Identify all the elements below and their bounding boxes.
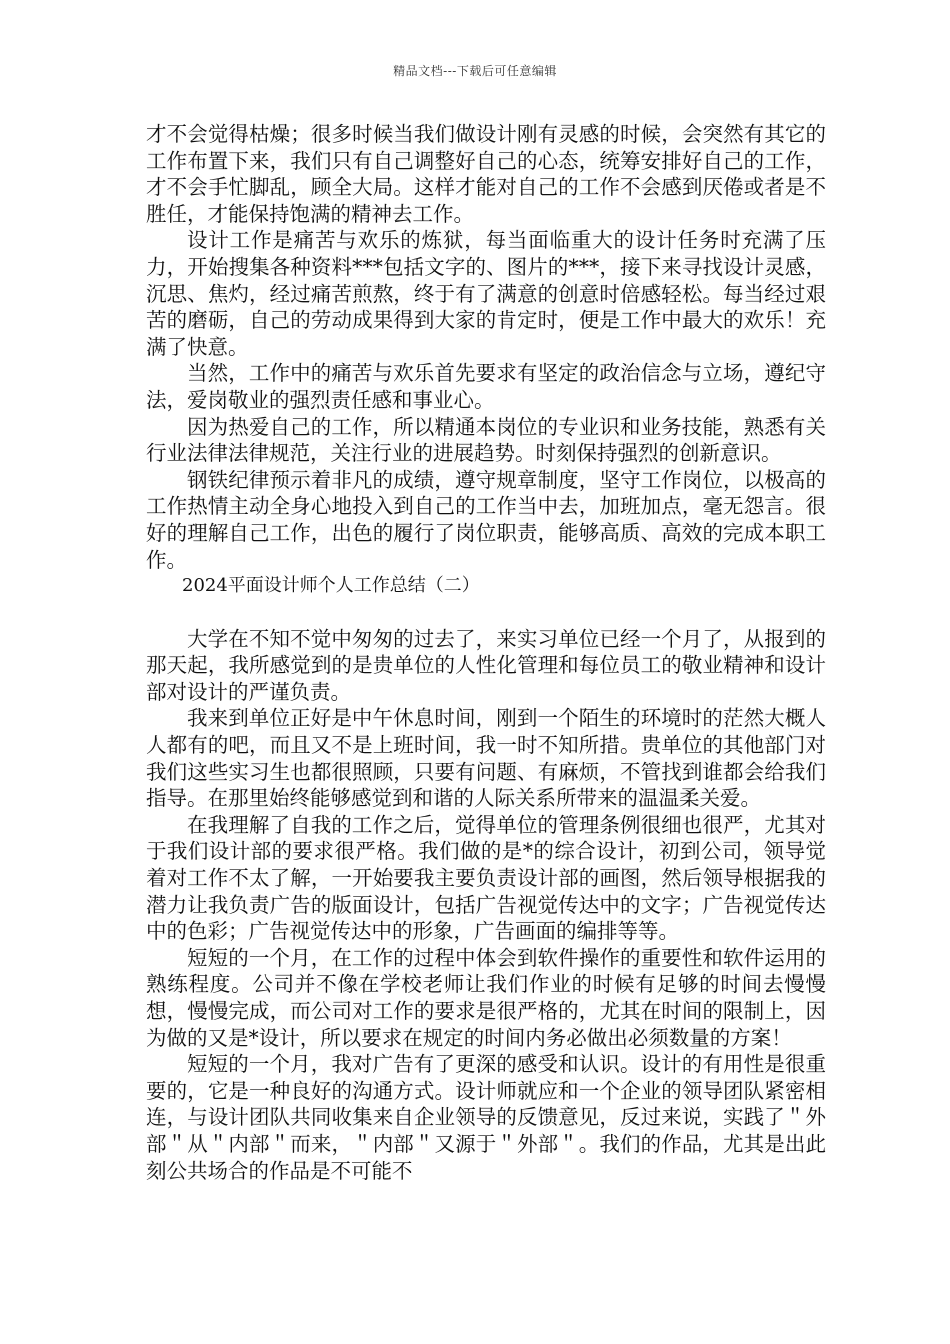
paragraph: 钢铁纪律预示着非凡的成绩，遵守规章制度，坚守工作岗位，以极高的工作热情主动全身心地投入到自己的工作当中去，加班加点，毫无怨言。很好的理解自己工作，出色的履行了岗位职责，能够高质、高效的完成本职工作。: [146, 467, 826, 572]
page-header: 精品文档---下载后可任意编辑: [393, 64, 557, 78]
paragraph: 大学在不知不觉中匆匆的过去了，来实习单位已经一个月了，从报到的那天起，我所感觉到的是贵单位的人性化管理和每位员工的敬业精神和设计部对设计的严谨负责。: [146, 626, 826, 704]
paragraph: 在我理解了自我的工作之后，觉得单位的管理条例很细也很严，尤其对于我们设计部的要求很严格。我们做的是*的综合设计，初到公司，领导觉着对工作不太了解，一开始要我主要负责设计部的画图，然后领导根据我的潜力让我负责广告的版面设计，包括广告视觉传达中的文字；广告视觉传达中的色彩；广告视觉传达中的形象，广告画面的编排等等。: [146, 812, 826, 944]
paragraph-continuation: 才不会觉得枯燥；很多时候当我们做设计刚有灵感的时候，会突然有其它的工作布置下来，我们只有自己调整好自己的心态，统筹安排好自己的工作，才不会手忙脚乱，顾全大局。这样才能对自己的工作不会感到厌倦或者是不胜任，才能保持饱满的精神去工作。: [146, 122, 826, 226]
section-title: 2024平面设计师个人工作总结（二）: [182, 575, 480, 597]
blank-line: [146, 600, 826, 626]
paragraph: 当然，工作中的痛苦与欢乐首先要求有坚定的政治信念与立场，遵纪守法，爱岗敬业的强烈责任感和事业心。: [146, 361, 826, 412]
paragraph: 短短的一个月，我对广告有了更深的感受和认识。设计的有用性是很重要的，它是一种良好的沟通方式。设计师就应和一个企业的领导团队紧密相连，与设计团队共同收集来自企业领导的反馈意见，反过来说，实践了＂外部＂从＂内部＂而来，＂内部＂又源于＂外部＂。我们的作品，尤其是出此刻公共场合的作品是不可能不: [146, 1052, 826, 1183]
paragraph: 设计工作是痛苦与欢乐的炼狱，每当面临重大的设计任务时充满了压力，开始搜集各种资料***包括文字的、图片的***，接下来寻找设计灵感，沉思、焦灼，经过痛苦煎熬，终于有了满意的创意时倍感轻松。每当经过艰苦的磨砺，自己的劳动成果得到大家的肯定时，便是工作中最大的欢乐！充满了快意。: [146, 228, 826, 359]
document-body: [146, 121, 826, 1184]
paragraph: 因为热爱自己的工作，所以精通本岗位的专业识和业务技能，熟悉有关行业法律法律规范，关注行业的进展趋势。时刻保持强烈的创新意识。: [146, 414, 826, 466]
paragraph: 我来到单位正好是中午休息时间，刚到一个陌生的环境时的茫然大概人人都有的吧，而且又不是上班时间，我一时不知所措。贵单位的其他部门对我们这些实习生也都很照顾，只要有问题、有麻烦，不管找到谁都会给我们指导。在那里始终能够感觉到和谐的人际关系所带来的温温柔关爱。: [146, 706, 826, 811]
paragraph: 短短的一个月，在工作的过程中体会到软件操作的重要性和软件运用的熟练程度。公司并不像在学校老师让我们作业的时候有足够的时间去慢慢想，慢慢完成，而公司对工作的要求是很严格的，尤其在时间的限制上，因为做的又是*设计，所以要求在规定的时间内务必做出必须数量的方案！: [146, 945, 826, 1050]
